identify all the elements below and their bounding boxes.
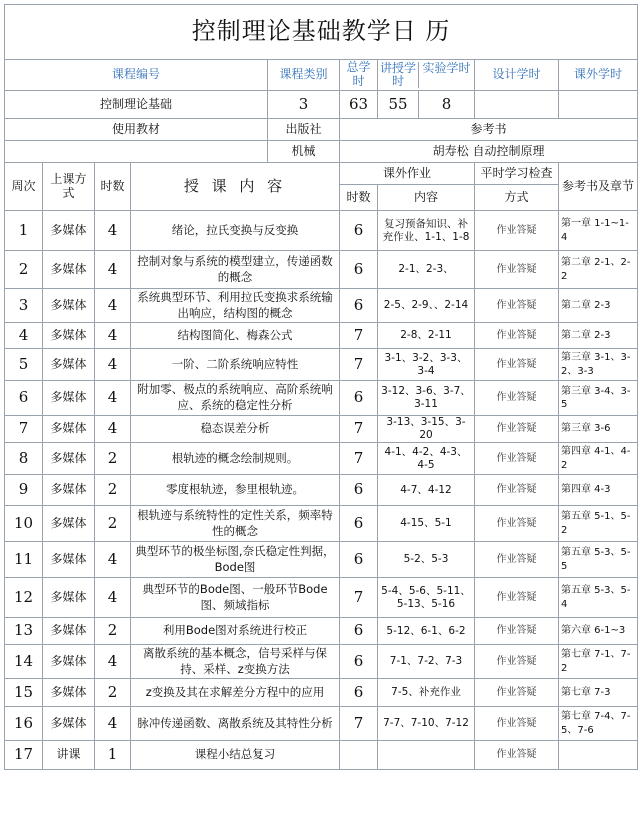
total-hours-value: 63 bbox=[340, 91, 378, 119]
table-row bbox=[5, 618, 638, 645]
homework-content: 3-1、3-2、3-3、3-4 bbox=[378, 349, 475, 381]
extra-hours-label: 课外学时 bbox=[559, 60, 638, 91]
homework-hours: 6 bbox=[340, 679, 378, 707]
course-name: 控制理论基础 bbox=[5, 91, 268, 119]
table-row bbox=[5, 475, 638, 506]
lecture-hours-label: 讲授学时 实验学时 bbox=[378, 60, 475, 91]
lecture-content: 根轨迹与系统特性的定性关系，频率特性的概念 bbox=[131, 506, 340, 542]
lecture-content: 利用Bode图对系统进行校正 bbox=[131, 618, 340, 645]
homework-hours: 7 bbox=[340, 578, 378, 618]
teaching-mode: 多媒体 bbox=[43, 645, 95, 679]
table-row bbox=[5, 289, 638, 323]
check-method: 作业答疑 bbox=[475, 381, 559, 416]
publisher-value: 机械 bbox=[268, 141, 340, 163]
lecture-hours: 4 bbox=[95, 645, 131, 679]
reference-chapter: 第二章 2-3 bbox=[559, 289, 638, 323]
reference-chapter: 第七章 7-1、7-2 bbox=[559, 645, 638, 679]
teaching-mode: 多媒体 bbox=[43, 506, 95, 542]
homework-content: 7-5、补充作业 bbox=[378, 679, 475, 707]
homework-header: 课外作业 bbox=[340, 163, 475, 185]
table-row bbox=[5, 506, 638, 542]
lecture-hours-value: 55 bbox=[388, 94, 408, 113]
lecture-hours: 2 bbox=[95, 443, 131, 475]
reference-chapter: 第二章 2-3 bbox=[559, 323, 638, 349]
lecture-hours: 4 bbox=[95, 349, 131, 381]
check-method: 作业答疑 bbox=[475, 251, 559, 289]
teaching-mode: 讲课 bbox=[43, 741, 95, 770]
homework-hours: 6 bbox=[340, 506, 378, 542]
week-header: 周次 bbox=[5, 163, 43, 211]
week-number: 2 bbox=[5, 251, 43, 289]
lecture-content: z变换及其在求解差分方程中的应用 bbox=[131, 679, 340, 707]
reference-chapter: 第四章 4-1、4-2 bbox=[559, 443, 638, 475]
week-number: 11 bbox=[5, 542, 43, 578]
reference-chapter: 第七章 7-3 bbox=[559, 679, 638, 707]
teaching-calendar-table bbox=[4, 4, 638, 770]
week-number: 9 bbox=[5, 475, 43, 506]
lecture-hours: 4 bbox=[95, 578, 131, 618]
page-title: 控制理论基础教学日 历 bbox=[5, 5, 638, 60]
reference-chapter: 第五章 5-3、5-4 bbox=[559, 578, 638, 618]
lecture-content: 离散系统的基本概念，信号采样与保持、采样、z变换方法 bbox=[131, 645, 340, 679]
homework-content: 4-7、4-12 bbox=[378, 475, 475, 506]
lecture-hours: 2 bbox=[95, 618, 131, 645]
week-number: 4 bbox=[5, 323, 43, 349]
week-number: 16 bbox=[5, 707, 43, 741]
teaching-mode: 多媒体 bbox=[43, 381, 95, 416]
lecture-hours: 2 bbox=[95, 679, 131, 707]
lecture-hours: 4 bbox=[95, 211, 131, 251]
table-row bbox=[5, 251, 638, 289]
check-header: 平时学习检查 bbox=[475, 163, 559, 185]
week-number: 15 bbox=[5, 679, 43, 707]
homework-content: 2-8、2-11 bbox=[378, 323, 475, 349]
homework-content: 4-1、4-2、4-3、4-5 bbox=[378, 443, 475, 475]
check-method: 作业答疑 bbox=[475, 578, 559, 618]
lecture-content: 一阶、二阶系统响应特性 bbox=[131, 349, 340, 381]
check-method: 作业答疑 bbox=[475, 211, 559, 251]
check-method: 作业答疑 bbox=[475, 707, 559, 741]
check-method: 作业答疑 bbox=[475, 475, 559, 506]
homework-hours: 6 bbox=[340, 645, 378, 679]
check-method: 作业答疑 bbox=[475, 289, 559, 323]
table-row bbox=[5, 542, 638, 578]
teaching-mode: 多媒体 bbox=[43, 289, 95, 323]
week-number: 17 bbox=[5, 741, 43, 770]
homework-content: 2-1、2-3、 bbox=[378, 251, 475, 289]
week-number: 6 bbox=[5, 381, 43, 416]
reference-chapter: 第一章 1-1~1-4 bbox=[559, 211, 638, 251]
lecture-hours: 4 bbox=[95, 542, 131, 578]
week-number: 1 bbox=[5, 211, 43, 251]
lecture-hours: 4 bbox=[95, 323, 131, 349]
content-header: 授 课 内 容 bbox=[131, 163, 340, 211]
check-method: 作业答疑 bbox=[475, 506, 559, 542]
lecture-hours: 4 bbox=[95, 381, 131, 416]
check-method-header: 方式 bbox=[475, 185, 559, 211]
homework-hours: 7 bbox=[340, 349, 378, 381]
homework-hours: 6 bbox=[340, 475, 378, 506]
lecture-hours: 4 bbox=[95, 416, 131, 443]
reference-chapter bbox=[559, 741, 638, 770]
week-number: 14 bbox=[5, 645, 43, 679]
lecture-content: 课程小结总复习 bbox=[131, 741, 340, 770]
check-method: 作业答疑 bbox=[475, 542, 559, 578]
table-row bbox=[5, 707, 638, 741]
check-method: 作业答疑 bbox=[475, 741, 559, 770]
teaching-mode: 多媒体 bbox=[43, 251, 95, 289]
lab-hours-label: 实验学时 bbox=[418, 62, 474, 87]
reference-chapter: 第五章 5-3、5-5 bbox=[559, 542, 638, 578]
textbook-label: 使用教材 bbox=[5, 119, 268, 141]
lecture-content: 稳态误差分析 bbox=[131, 416, 340, 443]
week-number: 12 bbox=[5, 578, 43, 618]
table-row bbox=[5, 416, 638, 443]
lecture-content: 结构图简化、梅森公式 bbox=[131, 323, 340, 349]
teaching-mode: 多媒体 bbox=[43, 349, 95, 381]
table-row bbox=[5, 323, 638, 349]
lecture-content: 绪论，拉氏变换与反变换 bbox=[131, 211, 340, 251]
teaching-mode: 多媒体 bbox=[43, 323, 95, 349]
lecture-content: 典型环节的Bode图、一般环节Bode图、频域指标 bbox=[131, 578, 340, 618]
homework-hours: 6 bbox=[340, 211, 378, 251]
teaching-mode: 多媒体 bbox=[43, 679, 95, 707]
design-hours-label: 设计学时 bbox=[475, 60, 559, 91]
lecture-content: 脉冲传递函数、离散系统及其特性分析 bbox=[131, 707, 340, 741]
table-row bbox=[5, 349, 638, 381]
textbook-value bbox=[5, 141, 268, 163]
reference-chapter: 第七章 7-4、7-5、7-6 bbox=[559, 707, 638, 741]
teaching-mode: 多媒体 bbox=[43, 618, 95, 645]
teaching-mode: 多媒体 bbox=[43, 578, 95, 618]
homework-hours: 6 bbox=[340, 618, 378, 645]
lecture-content: 零度根轨迹，参里根轨迹。 bbox=[131, 475, 340, 506]
lecture-hours: 2 bbox=[95, 475, 131, 506]
week-number: 3 bbox=[5, 289, 43, 323]
teaching-mode: 多媒体 bbox=[43, 443, 95, 475]
reference-value: 胡寿松 自动控制原理 bbox=[340, 141, 638, 163]
homework-hours: 7 bbox=[340, 443, 378, 475]
hw-content-header: 内容 bbox=[378, 185, 475, 211]
check-method: 作业答疑 bbox=[475, 323, 559, 349]
lecture-hours: 4 bbox=[95, 707, 131, 741]
lecture-content: 控制对象与系统的模型建立，传递函数的概念 bbox=[131, 251, 340, 289]
reference-chapter: 第二章 2-1、2-2 bbox=[559, 251, 638, 289]
table-row bbox=[5, 211, 638, 251]
homework-hours: 7 bbox=[340, 323, 378, 349]
reference-chapter: 第四章 4-3 bbox=[559, 475, 638, 506]
week-number: 8 bbox=[5, 443, 43, 475]
homework-content: 7-7、7-10、7-12 bbox=[378, 707, 475, 741]
homework-content: 7-1、7-2、7-3 bbox=[378, 645, 475, 679]
lecture-content: 典型环节的极坐标图,奈氏稳定性判据，Bode图 bbox=[131, 542, 340, 578]
lecture-hours: 1 bbox=[95, 741, 131, 770]
course-type-label: 课程类别 bbox=[268, 60, 340, 91]
hours-header: 时数 bbox=[95, 163, 131, 211]
week-number: 5 bbox=[5, 349, 43, 381]
homework-content: 3-12、3-6、3-7、3-11 bbox=[378, 381, 475, 416]
homework-content: 复习预备知识、补充作业、1-1、1-8 bbox=[378, 211, 475, 251]
reference-chapter: 第六章 6-1~3 bbox=[559, 618, 638, 645]
homework-content: 5-2、5-3 bbox=[378, 542, 475, 578]
hw-hours-header: 时数 bbox=[340, 185, 378, 211]
course-code-label: 课程编号 bbox=[5, 60, 268, 91]
table-row bbox=[5, 679, 638, 707]
homework-hours: 6 bbox=[340, 289, 378, 323]
lecture-hours: 2 bbox=[95, 506, 131, 542]
lecture-content: 系统典型环节、利用拉氏变换求系统输出响应，结构图的概念 bbox=[131, 289, 340, 323]
table-row bbox=[5, 381, 638, 416]
reference-header: 参考书及章节 bbox=[559, 163, 638, 211]
teaching-mode: 多媒体 bbox=[43, 542, 95, 578]
homework-content: 2-5、2-9、、2-14 bbox=[378, 289, 475, 323]
homework-hours bbox=[340, 741, 378, 770]
week-number: 10 bbox=[5, 506, 43, 542]
reference-chapter: 第五章 5-1、5-2 bbox=[559, 506, 638, 542]
lab-hours-value: 8 bbox=[418, 91, 474, 118]
homework-hours: 6 bbox=[340, 251, 378, 289]
lecture-content: 附加零、极点的系统响应、高阶系统响应、系统的稳定性分析 bbox=[131, 381, 340, 416]
lecture-hours: 4 bbox=[95, 251, 131, 289]
homework-hours: 6 bbox=[340, 381, 378, 416]
table-row bbox=[5, 645, 638, 679]
teaching-mode: 多媒体 bbox=[43, 211, 95, 251]
design-hours-value bbox=[475, 91, 559, 119]
total-hours-label: 总学时 bbox=[340, 60, 378, 91]
teaching-mode: 多媒体 bbox=[43, 416, 95, 443]
homework-content bbox=[378, 741, 475, 770]
check-method: 作业答疑 bbox=[475, 679, 559, 707]
lecture-hours: 4 bbox=[95, 289, 131, 323]
reference-chapter: 第三章 3-6 bbox=[559, 416, 638, 443]
check-method: 作业答疑 bbox=[475, 349, 559, 381]
course-type-value: 3 bbox=[268, 91, 340, 119]
teaching-mode: 多媒体 bbox=[43, 707, 95, 741]
week-number: 13 bbox=[5, 618, 43, 645]
teaching-mode: 多媒体 bbox=[43, 475, 95, 506]
check-method: 作业答疑 bbox=[475, 443, 559, 475]
reference-chapter: 第三章 3-4、3-5 bbox=[559, 381, 638, 416]
table-row bbox=[5, 443, 638, 475]
reference-label: 参考书 bbox=[340, 119, 638, 141]
homework-content: 3-13、3-15、3-20 bbox=[378, 416, 475, 443]
extra-hours-value bbox=[559, 91, 638, 119]
week-number: 7 bbox=[5, 416, 43, 443]
homework-hours: 6 bbox=[340, 542, 378, 578]
check-method: 作业答疑 bbox=[475, 416, 559, 443]
lecture-content: 根轨迹的概念绘制规则。 bbox=[131, 443, 340, 475]
table-row bbox=[5, 741, 638, 770]
homework-content: 5-12、6-1、6-2 bbox=[378, 618, 475, 645]
table-row bbox=[5, 578, 638, 618]
check-method: 作业答疑 bbox=[475, 645, 559, 679]
reference-chapter: 第三章 3-1、3-2、3-3 bbox=[559, 349, 638, 381]
publisher-label: 出版社 bbox=[268, 119, 340, 141]
homework-hours: 7 bbox=[340, 707, 378, 741]
check-method: 作业答疑 bbox=[475, 618, 559, 645]
homework-content: 4-15、5-1 bbox=[378, 506, 475, 542]
lecture-lab-values bbox=[378, 91, 475, 119]
mode-header: 上课方式 bbox=[43, 163, 95, 211]
homework-hours: 7 bbox=[340, 416, 378, 443]
homework-content: 5-4、5-6、5-11、5-13、5-16 bbox=[378, 578, 475, 618]
